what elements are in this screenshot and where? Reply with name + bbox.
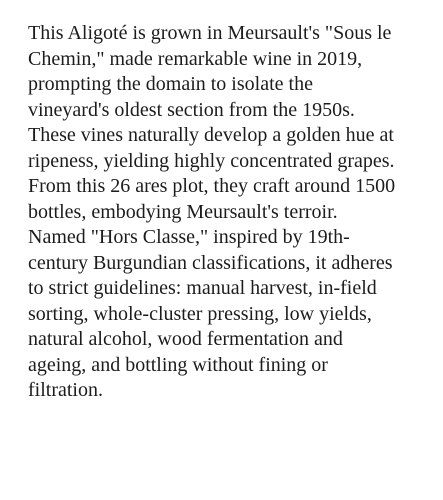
description-line: Named "Hors Classe," inspired by 19th- [28, 226, 350, 248]
description-line: From this 26 ares plot, they craft around 1500 [28, 175, 396, 197]
product-description [28, 21, 438, 404]
description-line: This Aligoté is grown in Meursault's "Sous le [28, 22, 392, 44]
description-line: century Burgundian classifications, it adheres [28, 251, 393, 274]
description-line: bottles, embodying Meursault's terroir. [28, 200, 338, 223]
description-line: natural alcohol, wood fermentation and [28, 328, 343, 350]
description-line: vineyard's oldest section from the 1950s. [28, 98, 355, 121]
description-line: ripeness, yielding highly concentrated grapes. [28, 149, 395, 172]
description-line: ageing, and bottling without fining or [28, 353, 328, 376]
description-line: sorting, whole-cluster pressing, low yields, [28, 302, 372, 325]
description-line: to strict guidelines: manual harvest, in-field [28, 277, 377, 299]
description-line: Chemin," made remarkable wine in 2019, [28, 47, 363, 70]
description-line: filtration. [28, 379, 103, 401]
description-line: prompting the domain to isolate the [28, 73, 313, 95]
description-line: These vines naturally develop a golden hue at [28, 124, 394, 146]
